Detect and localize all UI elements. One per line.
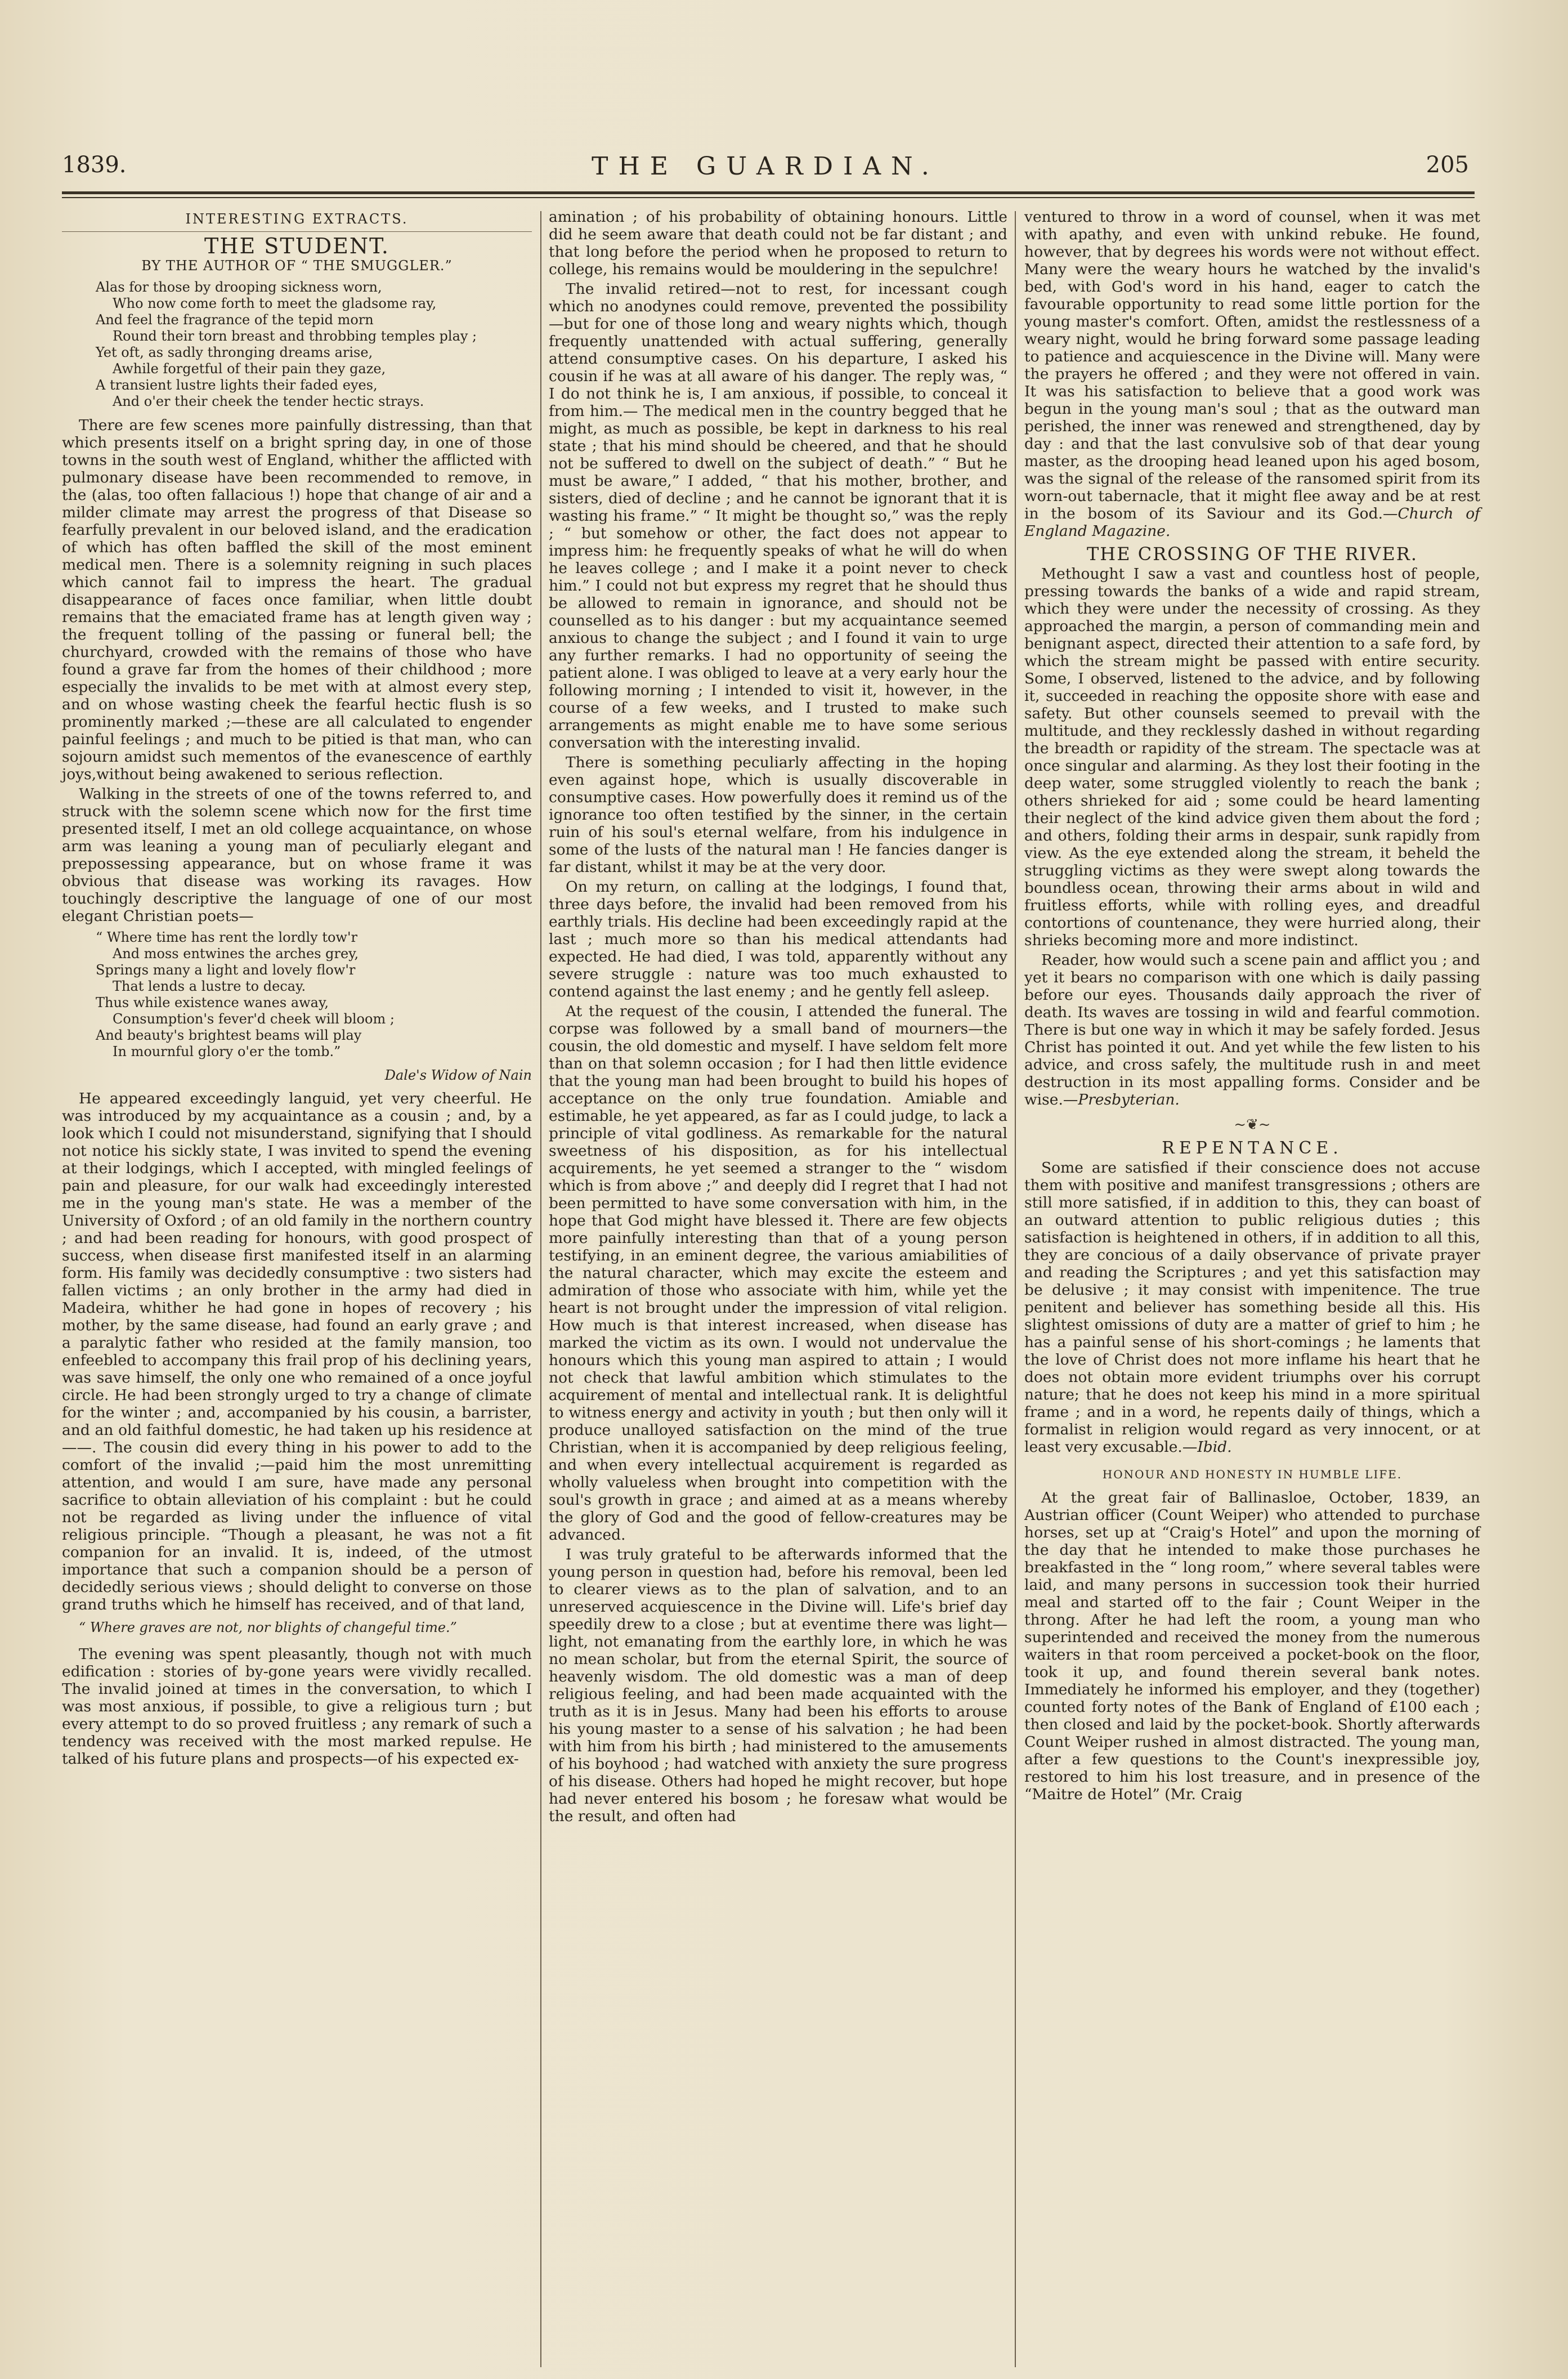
verse-line: Springs many a light and lovely flow'r [96, 962, 356, 978]
verse-quotation [96, 929, 532, 1060]
verse-line: And feel the fragrance of the tepid morn [96, 312, 374, 328]
paragraph: At the request of the cousin, I attended the funeral. The corpse was followed by a small band of mourners—the cousin, the old domestic and myself. I have seldom felt more than on that solemn occasion ; for I had then little evidence that the young man had been brought to build his hopes of acceptance on the only true foundation. Amiable and estimable, he yet appeared, as far as I could judge, to lack a principle of vital godliness. As remarkable for the natural sweetness of his disposition, as for his intellectual acquirements, he yet seemed a stranger to the “ wisdom which is from above ;” and deeply did I regret that I had not been permitted to have some conversation with him, in the hope that God might have blessed it. There are few objects more painfully interesting than that of a young person testifying, in an eminent degree, the various amiabilities of the natural character, which may excite the esteem and admiration of those who associate with him, while yet the heart is not brought under the impression of vital religion. How much is that interest increased, when disease has marked the victim as its own. I would not undervalue the honours which this young man aspired to attain ; I would not check that lawful ambition which stimulates to the acquirement of mental and intellectual rank. It is delightful to witness energy and activity in youth ; but then only will it produce unalloyed satisfaction on the mind of the true Christian, when it is accompanied by deep religious feeling, and when every intellectual acquirement is regarded as wholly valueless when brought into competition with the soul's growth in grace ; and aimed at as a means whereby the glory of God and the good of fellow-creatures may be advanced. [549, 1003, 1007, 1544]
verse-line: Awhile forgetful of their pain they gaze, [113, 361, 386, 377]
article-title-crossing: THE CROSSING OF THE RIVER. [1086, 543, 1418, 565]
paragraph: Walking in the streets of one of the towns referred to, and struck with the solemn scene which now for the first time presented itself, I met an old college acquaintance, on whose arm was leaning a young man of peculiarly elegant and prepossessing appearance, but on whose frame it was obvious that disease was working its ravages. How touchingly descriptive the language of one of our most elegant Christian poets— [62, 785, 532, 925]
verse-line: Yet oft, as sadly thronging dreams arise, [96, 345, 373, 360]
column-2 [549, 208, 1007, 1827]
column-1 [62, 208, 532, 1770]
paragraph [1024, 1159, 1480, 1456]
quoted-line: “ Where graves are not, nor blights of changeful time.” [79, 1620, 457, 1635]
verse-line: Round their torn breast and throbbing temples play ; [113, 328, 477, 344]
paragraph: At the great fair of Ballinasloe, October, 1839, an Austrian officer (Count Weiper) who attended to purchase horses, set up at “Craig's Hotel” and upon the morning of the day that he intended to make those purchases he breakfasted in the “ long room,” where several tables were laid, and many persons in succession took their hurried meal and started off to the fair ; Count Weiper in the throng. After he had left the room, a young man who superintended and received the money from the numerous waiters in that room perceived a pocket-book on the floor, took it up, and found therein several bank notes. Immediately he informed his employer, and they (together) counted forty notes of the Bank of England of £100 each ; then closed and laid by the pocket-book. Shortly afterwards Count Weiper rushed in almost distracted. The young man, after a few questions to the Count's inexpressible joy, restored to him his lost treasure, and in presence of the “Maitre de Hotel” (Mr. Craig [1024, 1489, 1480, 1803]
verse-line: And o'er their cheek the tender hectic strays. [113, 393, 424, 409]
paragraph [1024, 208, 1480, 540]
verse-line: Who now come forth to meet the gladsome ray, [113, 296, 437, 311]
paragraph-text: ventured to throw in a word of counsel, when it was met with apathy, and even with unkind rebuke. He found, however, that by degrees his words were not without effect. Many were the weary hours he watched by the invalid's bed, with God's word in his hand, eager to catch the favourable opportunity to read some little portion for the young master's comfort. Often, amidst the restlessness of a weary night, would he bring forward some passage leading to patience and acquiescence in the Divine will. Many were the prayers he offered ; and they were not offered in vain. It was his satisfaction to believe that a good work was begun in the young man's soul ; that as the outward man perished, the inner was renewed and strengthened, day by day : and that the last convulsive sob of that dear young master, as the drooping head leaned upon his aged bosom, was the signal of the release of the ransomed spirit from its worn-out tabernacle, that it might flee away and be at rest in the bosom of its Saviour and its God.— [1024, 208, 1480, 522]
column-3 [1024, 208, 1480, 1805]
masthead-title: THE GUARDIAN. [592, 152, 939, 181]
paragraph: There is something peculiarly affecting in the hoping even against hope, which is usually discoverable in consumptive cases. How powerfully does it remind us of the ignorance too often testified by the sinner, in the certain ruin of his soul's eternal welfare, from his indulgence in some of the lusts of the natural man ! He fancies danger is far distant, whilst it may be at the very door. [549, 754, 1007, 876]
section-heading: INTERESTING EXTRACTS. [62, 211, 532, 232]
paragraph: There are few scenes more painfully distressing, than that which presents itself on a bright spring day, in one of those towns in the south west of England, whither the afflicted with pulmonary disease have been recommended to remove, in the (alas, too often fallacious !) hope that change of air and a milder climate may arrest the progress of that Disease so fearfully prevalent in our beloved island, and the eradication of which has often baffled the skill of the most eminent medical men. There is a solemnity reigning in such places which cannot fail to impress the heart. The gradual disappearance of faces once familiar, when little doubt remains that the emaciated frame has at length given way ; the frequent tolling of the passing or funeral bell; the churchyard, crowded with the remains of those who have found a grave far from the homes of their childhood ; more especially the invalids to be met with at almost every step, and on whose wasting cheek the fearful hectic flush is so prominently marked ;—these are all calculated to engender painful feelings ; and much to be pitied is that man, who can sojourn amidst such mementos of the evanescence of earthly joys,without being awakened to serious reflection. [62, 417, 532, 783]
verse-line: In mournful glory o'er the tomb.” [113, 1044, 341, 1059]
paragraph-text: Some are satisfied if their conscience does not accuse them with positive and manifest transgressions ; others are still more satisfied, if in addition to this, they can boast of an outward attention to public religious duties ; this satisfaction is heightened in others, if in addition to all this, they are concious of a daily observance of private prayer and reading the Scriptures ; and yet this satisfaction may be delusive ; it may consist with impenitence. The true penitent and believer has something beside all this. His slightest omissions of duty are a matter of grief to him ; he has a painful sense of his short-comings ; he laments that the love of Christ does not more inflame his heart that he does not obtain more evident triumphs over his corrupt nature; that he does not keep his mind in a more spiritual frame ; and in a word, he repents daily of things, which a formalist in religion would regard as very innocent, or at least very excusable.— [1024, 1159, 1480, 1456]
article-title-student: THE STUDENT. [204, 234, 389, 258]
paragraph: He appeared exceedingly languid, yet very cheerful. He was introduced by my acquaintance as a cousin ; and, by a look which I could not misunderstand, signifying that I should not notice his sickly state, I was invited to spend the evening at their lodgings, which I accepted, with mingled feelings of pain and pleasure, for our walk had exceedingly interested me in the young man's state. He was a member of the University of Oxford ; of an old family in the northern country ; and had been reading for honours, with good prospect of success, when disease first manifested itself in an alarming form. His family was decidedly consumptive : two sisters had fallen victims ; an only brother in the army had died in Madeira, whither he had gone in hopes of recovery ; his mother, by the same disease, had found an early grave ; and a paralytic father who resided at the family mansion, too enfeebled to accompany this frail prop of his declining years, was save himself, the only one who remained of a once joyful circle. He had been strongly urged to try a change of climate for the winter ; and, accompanied by his cousin, a barrister, and an old faithful domestic, he had taken up his residence at ——. The cousin did every thing in his power to add to the comfort of the invalid ;—paid him the most unremitting attention, and would I am sure, have made any personal sacrifice to obtain alleviation of his complaint : but he could not be regarded as living under the influence of vital religious principle. “Though a pleasant, he was not a fit companion for an invalid. It is, indeed, of the utmost importance that such a companion should be a person of decidedly serious views ; should delight to converse on those grand truths which he himself has received, and of that land, [62, 1090, 532, 1613]
paragraph: On my return, on calling at the lodgings, I found that, three days before, the invalid had been removed from his earthly trials. His decline had been exceedingly rapid at the last ; much more so than his medical attendants had expected. He had died, I was told, apparently without any severe struggle : nature was too much exhausted to contend against the last enemy ; and he gently fell asleep. [549, 878, 1007, 1000]
ornament-divider: ~❦~ [1234, 1116, 1271, 1133]
paragraph: The evening was spent pleasantly, though not with much edification : stories of by-gone years were vividly recalled. The invalid joined at times in the conversation, to which I was most anxious, if possible, to give a religious turn ; but every attempt to do so proved fruitless ; any remark of such a tendency was received with the most marked repulse. He talked of his future plans and prospects—of his expected ex- [62, 1645, 532, 1768]
paragraph [1024, 951, 1480, 1108]
masthead [62, 152, 1469, 186]
masthead-rule [62, 191, 1475, 194]
verse-epigraph [96, 279, 532, 410]
verse-line: A transient lustre lights their faded eyes, [96, 377, 378, 393]
source-attribution: Ibid. [1197, 1438, 1232, 1456]
verse-line: Consumption's fever'd cheek will bloom ; [113, 1011, 395, 1027]
verse-line: That lends a lustre to decay. [113, 978, 306, 994]
paragraph-text: Reader, how would such a scene pain and afflict you ; and yet it bears no comparison with one which is daily passing before our eyes. Thousands daily approach the river of death. Its waves are tossing in wild and fearful commotion. There is but one way in which it may be safely forded. Jesus Christ has pointed it out. And yet while the few listen to his advice, and cross safely, the multitude rush in and meet destruction in its most appalling forms. Consider and be wise.— [1024, 951, 1480, 1108]
verse-line: “ Where time has rent the lordly tow'r [96, 929, 358, 945]
source-attribution: Presbyterian. [1078, 1091, 1180, 1108]
paragraph: I was truly grateful to be afterwards informed that the young person in question had, before his removal, been led to clearer views as to the plan of salvation, and to an unreserved acquiescence in the Divine will. Life's brief day speedily drew to a close ; but at eventime there was light—light, not emanating from the earthly lore, in which he was no mean scholar, but from the eternal Spirit, the source of heavenly wisdom. The old domestic was a man of deep religious feeling, and had been made acquainted with the truth as it is in Jesus. Many had been his efforts to arouse his young master to a sense of his salvation ; he had been with him from his birth ; had ministered to the amusements of his boyhood ; had watched with anxiety the sure progress of his disease. Others had hoped he might recover, but hope had never entered his bosom ; he foresaw what would be the result, and often had [549, 1546, 1007, 1825]
paragraph: The invalid retired—not to rest, for incessant cough which no anodynes could remove, prevented the possibility—but for one of those long and weary nights which, though frequently unattended with actual suffering, generally attend consumptive cases. On his departure, I asked his cousin if he was at all aware of his danger. The reply was, “ I do not think he is, I am anxious, if possible, to conceal it from him.— The medical men in the country begged that he might, as much as possible, be kept in darkness to his real state ; that his mind should be cheered, and that he should not be suffered to dwell on the subject of death.” “ But he must be aware,” I added, “ that his mother, brother, and sisters, died of decline ; and he cannot be ignorant that it is wasting his frame.” “ It might be thought so,” was the reply ; “ but somehow or other, the fact does not appear to impress him: he frequently speaks of what he will do when he leaves college ; and I make it a point never to check him.” I could not but express my regret that he should thus be allowed to remain in ignorance, and should not be counselled as to his danger : but my acquaintance seemed anxious to change the subject ; and I found it vain to urge any further remarks. I had no opportunity of seeing the patient alone. I was obliged to leave at a very early hour the following morning ; I intended to visit it, however, in the course of a few weeks, and I trusted to make such arrangements as might enable me to have some serious conversation with the interesting invalid. [549, 280, 1007, 752]
masthead-year: 1839. [62, 152, 127, 178]
masthead-rule-thin [62, 197, 1475, 198]
paragraph: amination ; of his probability of obtaining honours. Little did he seem aware that death could not be far distant ; and that long before the period when he proposed to return to college, his remains would be mouldering in the sepulchre! [549, 208, 1007, 278]
verse-line: And beauty's brightest beams will play [96, 1027, 362, 1043]
verse-attribution: Dale's Widow of Nain [384, 1067, 532, 1083]
verse-line: Thus while existence wanes away, [96, 995, 329, 1010]
article-title-repentance: REPENTANCE. [1162, 1138, 1343, 1158]
page-number: 205 [1426, 152, 1469, 178]
column-divider-1 [540, 211, 541, 2367]
verse-line: Alas for those by drooping sickness worn, [96, 279, 382, 295]
article-byline: BY THE AUTHOR OF “ THE SMUGGLER.” [141, 258, 453, 274]
paragraph: Methought I saw a vast and countless host of people, pressing towards the banks of a wide and rapid stream, which they were under the necessity of crossing. As they approached the margin, a person of commanding mein and benignant aspect, directed their attention to a safe ford, by which the stream might be passed with entire security. Some, I observed, listened to the advice, and by following it, succeeded in reaching the opposite shore with ease and safety. But other counsels seemed to prevail with the multitude, and they recklessly dashed in without regarding the breadth or rapidity of the stream. The spectacle was at once singular and alarming. As they lost their footing in the deep water, some struggled violently to reach the bank ; others shrieked for aid ; some could be heard lamenting their neglect of the kind advice given them about the ford ; and others, folding their arms in despair, sunk rapidly from view. As the eye extended along the stream, it beheld the struggling victims as they were swept along towards the boundless ocean, throwing their arms about in wild and fruitless efforts, while with rolling eyes, and dreadful contortions of countenance, they were hurried along, their shrieks becoming more and more indistinct. [1024, 565, 1480, 949]
article-title-honour: HONOUR AND HONESTY IN HUMBLE LIFE. [1102, 1468, 1403, 1481]
verse-line: And moss entwines the arches grey, [113, 946, 359, 962]
column-divider-2 [1015, 211, 1016, 2367]
source-attribution: Church of England Magazine. [1024, 505, 1480, 540]
